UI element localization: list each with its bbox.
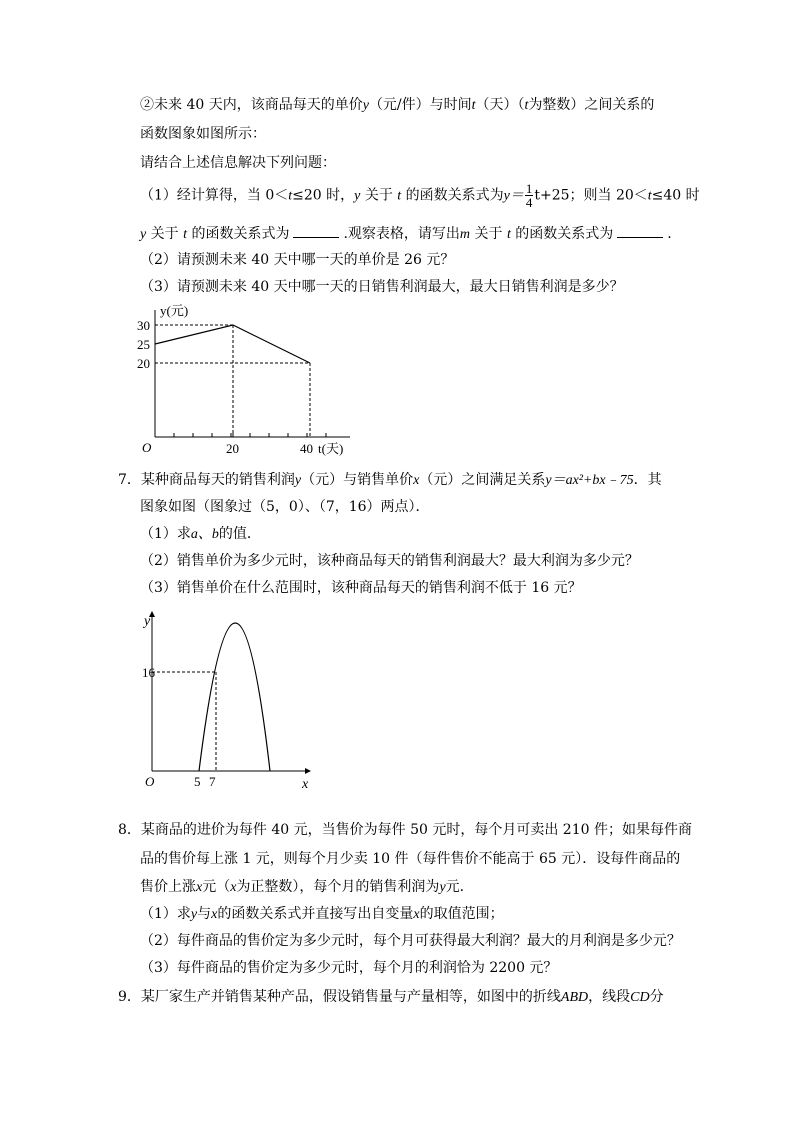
profit-price-graph <box>130 605 330 795</box>
q7-part-1 <box>140 524 261 545</box>
q7-part-2: （2）销售单价为多少元时，该种商品每天的销售利润最大？最大利润为多少元？ <box>140 553 639 569</box>
fraction <box>525 182 534 209</box>
q7-text: （元）与销售单价 <box>301 472 414 488</box>
y-axis-label: y <box>144 614 151 629</box>
x-axis-label: x <box>302 777 309 792</box>
q8-text: 的函数关系式并直接写出自变量 <box>217 906 414 922</box>
q6-text: （元/件）与时间 <box>368 97 472 113</box>
var-y: y <box>354 188 361 204</box>
q6-text: 的函数关系式为 <box>401 187 504 204</box>
var-x: x <box>196 880 203 895</box>
q6-text: 关于 <box>470 226 507 242</box>
q7-text: （元）之间满足关系 <box>419 472 546 488</box>
q6-part-3: （3）请预测未来 40 天中哪一天的日销售利润最大，最大日销售利润是多少？ <box>140 279 624 295</box>
var-cd: CD <box>630 990 650 1005</box>
q8-text: 元． <box>445 879 474 895</box>
var-y: y <box>294 473 302 488</box>
q8-text: （1）求 <box>140 906 191 922</box>
q8-line-1: 8．某商品的进价为每件 40 元，当售价为每件 50 元时，每个月可卖出 210 件；如果每件商 <box>118 822 692 838</box>
var-m: m <box>459 227 471 242</box>
var-x: x <box>413 907 420 922</box>
q6-text: t+25；则当 20＜ <box>534 187 648 204</box>
y-tick-20: 20 <box>137 356 150 371</box>
var-t: t <box>647 188 652 204</box>
q8-text: 的取值范围； <box>419 906 504 922</box>
x-axis-label: t(天) <box>318 441 344 456</box>
q6-text: 关于 <box>146 226 184 242</box>
var-y: y <box>439 880 446 895</box>
q7-text: ．其 <box>633 472 662 488</box>
q8-part-1 <box>140 904 504 925</box>
q9-text: ，线段 <box>588 989 631 1005</box>
q8-line-2: 品的售价每上涨 1 元，则每个月少卖 10 件（每件售价不能高于 65 元）．设每件商品的 <box>140 851 681 867</box>
q7-line-1 <box>118 470 662 491</box>
q8-line-3 <box>140 877 474 898</box>
q6-text: 关于 <box>360 187 398 204</box>
formula: y＝ax²+bx﹣75 <box>545 473 634 488</box>
y-tick-16: 16 <box>142 665 155 680</box>
fraction-denominator: 4 <box>525 195 533 210</box>
var-x: x <box>413 473 420 488</box>
price-time-graph <box>130 300 360 460</box>
q8-text: 与 <box>197 906 212 922</box>
answer-blank[interactable] <box>293 225 339 238</box>
var-y: y <box>190 907 198 922</box>
q6-text: 的函数关系式为 <box>510 226 614 242</box>
var-ab: a、b <box>190 527 219 542</box>
var-t: t <box>506 227 511 242</box>
q6-text: ②未来 40 天内，该商品每天的单价 <box>140 97 363 113</box>
q6-text: （天）（ <box>475 97 525 113</box>
q7-line-2: 图象如图（图象过（5，0）、（7，16）两点）． <box>140 499 430 515</box>
q6-line-3: 请结合上述信息解决下列问题： <box>140 155 336 171</box>
q6-line-2: 函数图象如图所示： <box>140 126 266 142</box>
q8-text: 元（ <box>202 879 231 895</box>
var-t: t <box>524 98 529 113</box>
origin-label: O <box>142 440 152 455</box>
x-tick-20: 20 <box>226 441 239 456</box>
q6-part-1b <box>140 224 672 245</box>
var-t: t <box>183 227 188 242</box>
var-y: y <box>362 98 369 113</box>
q6-text: ≤20 时， <box>292 187 355 204</box>
q9-text: 9．某厂家生产并销售某种产品，假设销售量与产量相等，如图中的折线 <box>118 989 561 1005</box>
var-t: t <box>471 98 476 113</box>
y-axis-label: y(元) <box>160 303 189 318</box>
x-tick-5: 5 <box>194 774 201 789</box>
q8-part-2: （2）每件商品的售价定为多少元时，每个月可获得最大利润？最大的月利润是多少元？ <box>140 933 681 949</box>
var-t: t <box>397 188 402 204</box>
q9-line-1 <box>118 987 664 1008</box>
var-t: t <box>288 188 293 204</box>
x-axis-ticks <box>174 433 326 437</box>
q7-part-3: （3）销售单价在什么范围时，该种商品每天的销售利润不低于 16 元？ <box>140 580 582 596</box>
parabola-curve <box>199 623 270 771</box>
var-x: x <box>230 880 237 895</box>
formula: y＝ <box>503 188 524 204</box>
q6-text: 的函数关系式为 <box>187 226 290 242</box>
q6-line-1 <box>140 95 654 116</box>
x-tick-7: 7 <box>209 774 216 789</box>
guide-lines <box>152 672 216 771</box>
q6-text: .观察表格，请写出 <box>343 226 460 242</box>
q6-text: ≤40 时 <box>651 187 700 204</box>
q6-part-1 <box>140 182 700 208</box>
guide-lines <box>155 325 310 437</box>
q8-text: 售价上涨 <box>140 879 196 895</box>
q6-text: （1）经计算得，当 0＜ <box>140 187 289 204</box>
q7-text: （1）求 <box>140 526 191 542</box>
x-tick-40: 40 <box>300 441 313 456</box>
q7-text: 7．某种商品每天的销售利润 <box>118 472 295 488</box>
fraction-numerator: 1 <box>525 181 533 196</box>
var-x: x <box>211 907 218 922</box>
origin-label: O <box>145 774 155 789</box>
var-abd: ABD <box>560 990 589 1005</box>
q6-part-2: （2）请预测未来 40 天中哪一天的单价是 26 元？ <box>140 252 455 268</box>
var-y: y <box>140 227 147 242</box>
y-tick-25: 25 <box>137 337 150 352</box>
q6-text: 为整数）之间关系的 <box>528 97 655 113</box>
y-tick-30: 30 <box>137 318 150 333</box>
q6-text: . <box>667 226 672 242</box>
q7-text: 的值． <box>218 526 261 542</box>
x-axis-arrow <box>305 768 311 774</box>
q9-text: 分 <box>649 989 664 1005</box>
q8-text: 为正整数），每个月的销售利润为 <box>236 879 440 895</box>
answer-blank[interactable] <box>617 225 663 238</box>
q8-part-3: （3）每件商品的售价定为多少元时，每个月的利润恰为 2200 元？ <box>140 960 558 976</box>
